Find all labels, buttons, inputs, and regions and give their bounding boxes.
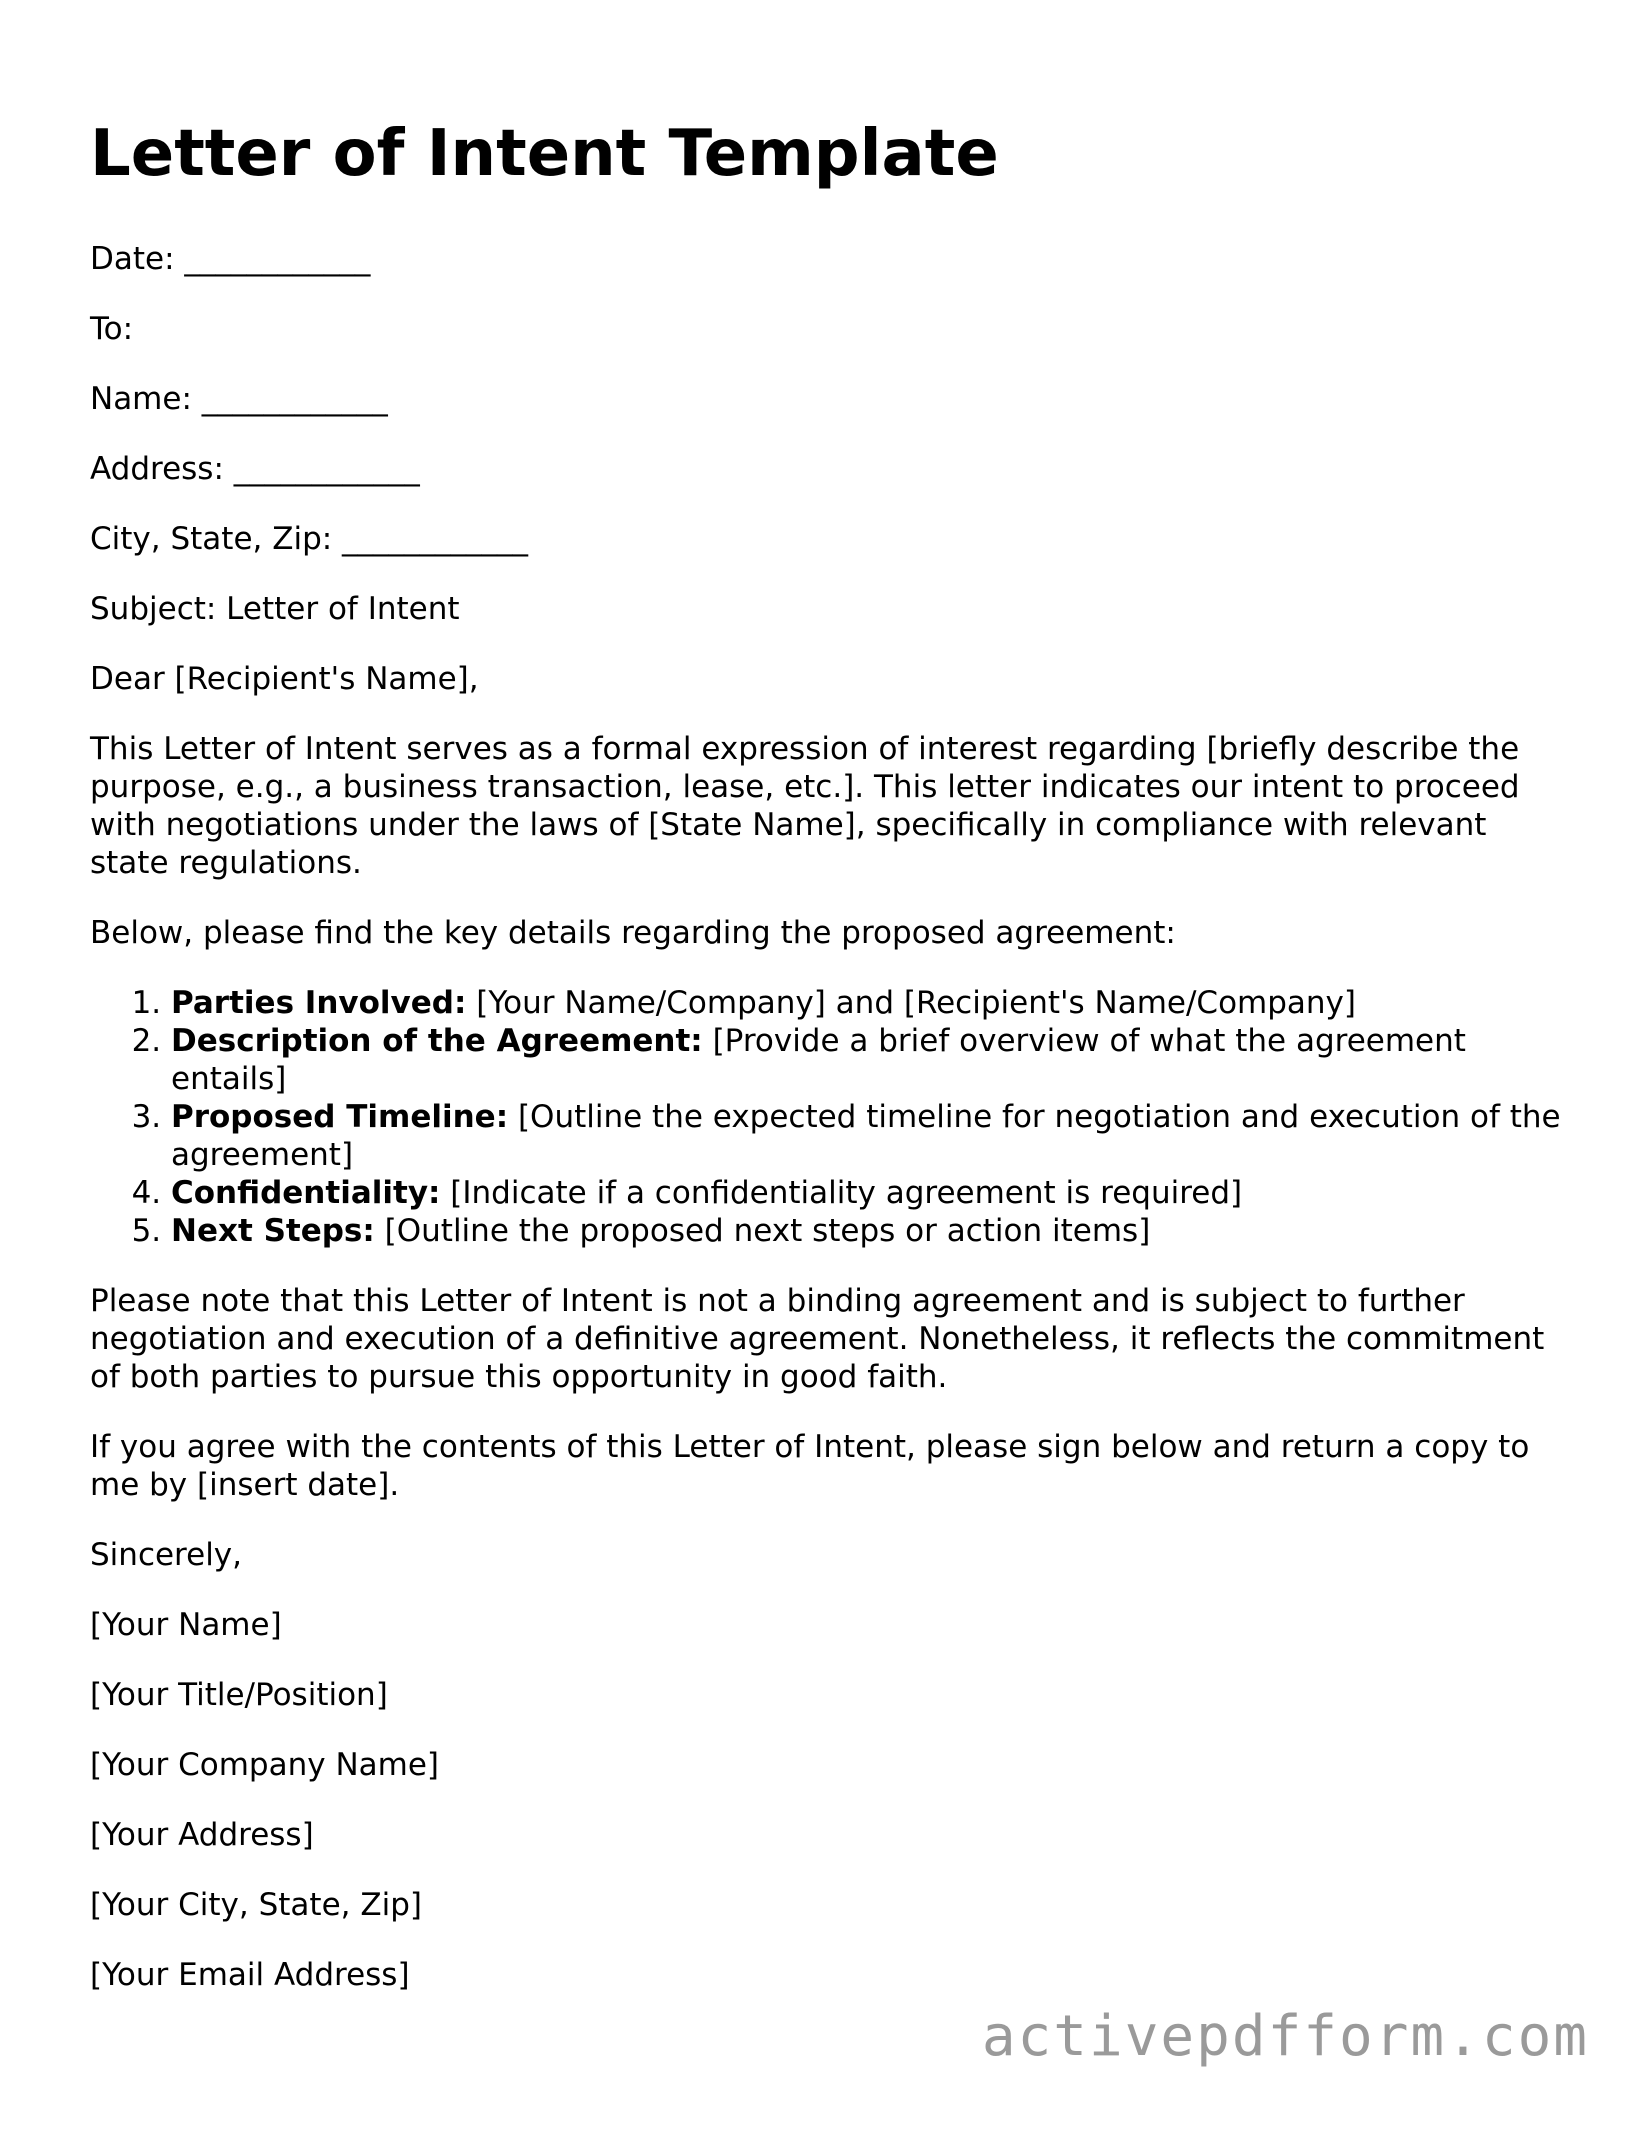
list-item: [171, 1212, 1570, 1250]
signature-address: [Your Address]: [90, 1817, 314, 1853]
watermark: activepdfform.com: [981, 2004, 1589, 2069]
salutation: Dear [Recipient's Name],: [90, 661, 479, 697]
list-item-text: [Outline the proposed next steps or action items]: [374, 1213, 1151, 1249]
signature-email: [Your Email Address]: [90, 1957, 410, 1993]
list-item: [171, 1098, 1570, 1174]
list-item-label: Proposed Timeline:: [171, 1099, 509, 1135]
signature-city: [Your City, State, Zip]: [90, 1887, 422, 1923]
note-paragraph: Please note that this Letter of Intent is not a binding agreement and is subject to further negotiation and execution of a definitive agreement. Nonetheless, it reflects the commitment of both parties to pursue this opportunity in good faith.: [90, 1283, 1545, 1395]
list-item-label: Next Steps:: [171, 1213, 375, 1249]
list-item: [171, 984, 1570, 1022]
signature-title: [Your Title/Position]: [90, 1677, 388, 1713]
signature-company: [Your Company Name]: [90, 1747, 440, 1783]
intro-paragraph: This Letter of Intent serves as a formal expression of interest regarding [briefly describe the purpose, e.g., a business transaction, lease, etc.]. This letter indicates our intent to proceed with negotiations under the laws of [State Name], specifically in compliance with relevant state regulations.: [90, 731, 1520, 881]
list-item: [171, 1174, 1570, 1212]
date-line: Date: ____________: [90, 241, 371, 277]
city-state-zip-line: City, State, Zip: ____________: [90, 521, 529, 557]
name-line: Name: ____________: [90, 381, 388, 417]
details-intro: Below, please find the key details regarding the proposed agreement:: [90, 915, 1176, 951]
address-line: Address: ____________: [90, 451, 420, 487]
list-item-text: [Provide a brief overview of what the agreement entails]: [171, 1023, 1466, 1097]
list-item-label: Parties Involved:: [171, 985, 467, 1021]
agree-paragraph: If you agree with the contents of this Letter of Intent, please sign below and return a copy to me by [insert date].: [90, 1429, 1530, 1503]
signature-name: [Your Name]: [90, 1607, 282, 1643]
document-title: Letter of Intent Template: [90, 117, 999, 191]
list-item: [171, 1022, 1570, 1098]
letter-page: [90, 108, 1570, 2026]
list-item-text: [Outline the expected timeline for negotiation and execution of the agreement]: [171, 1099, 1561, 1173]
closing: Sincerely,: [90, 1537, 243, 1573]
list-item-text: [Indicate if a confidentiality agreement is required]: [440, 1175, 1243, 1211]
list-item-text: [Your Name/Company] and [Recipient's Name/Company]: [466, 985, 1356, 1021]
list-item-label: Confidentiality:: [171, 1175, 441, 1211]
to-line: To:: [90, 311, 134, 347]
details-list: [90, 984, 1570, 1250]
list-item-label: Description of the Agreement:: [171, 1023, 703, 1059]
subject-line: Subject: Letter of Intent: [90, 591, 460, 627]
